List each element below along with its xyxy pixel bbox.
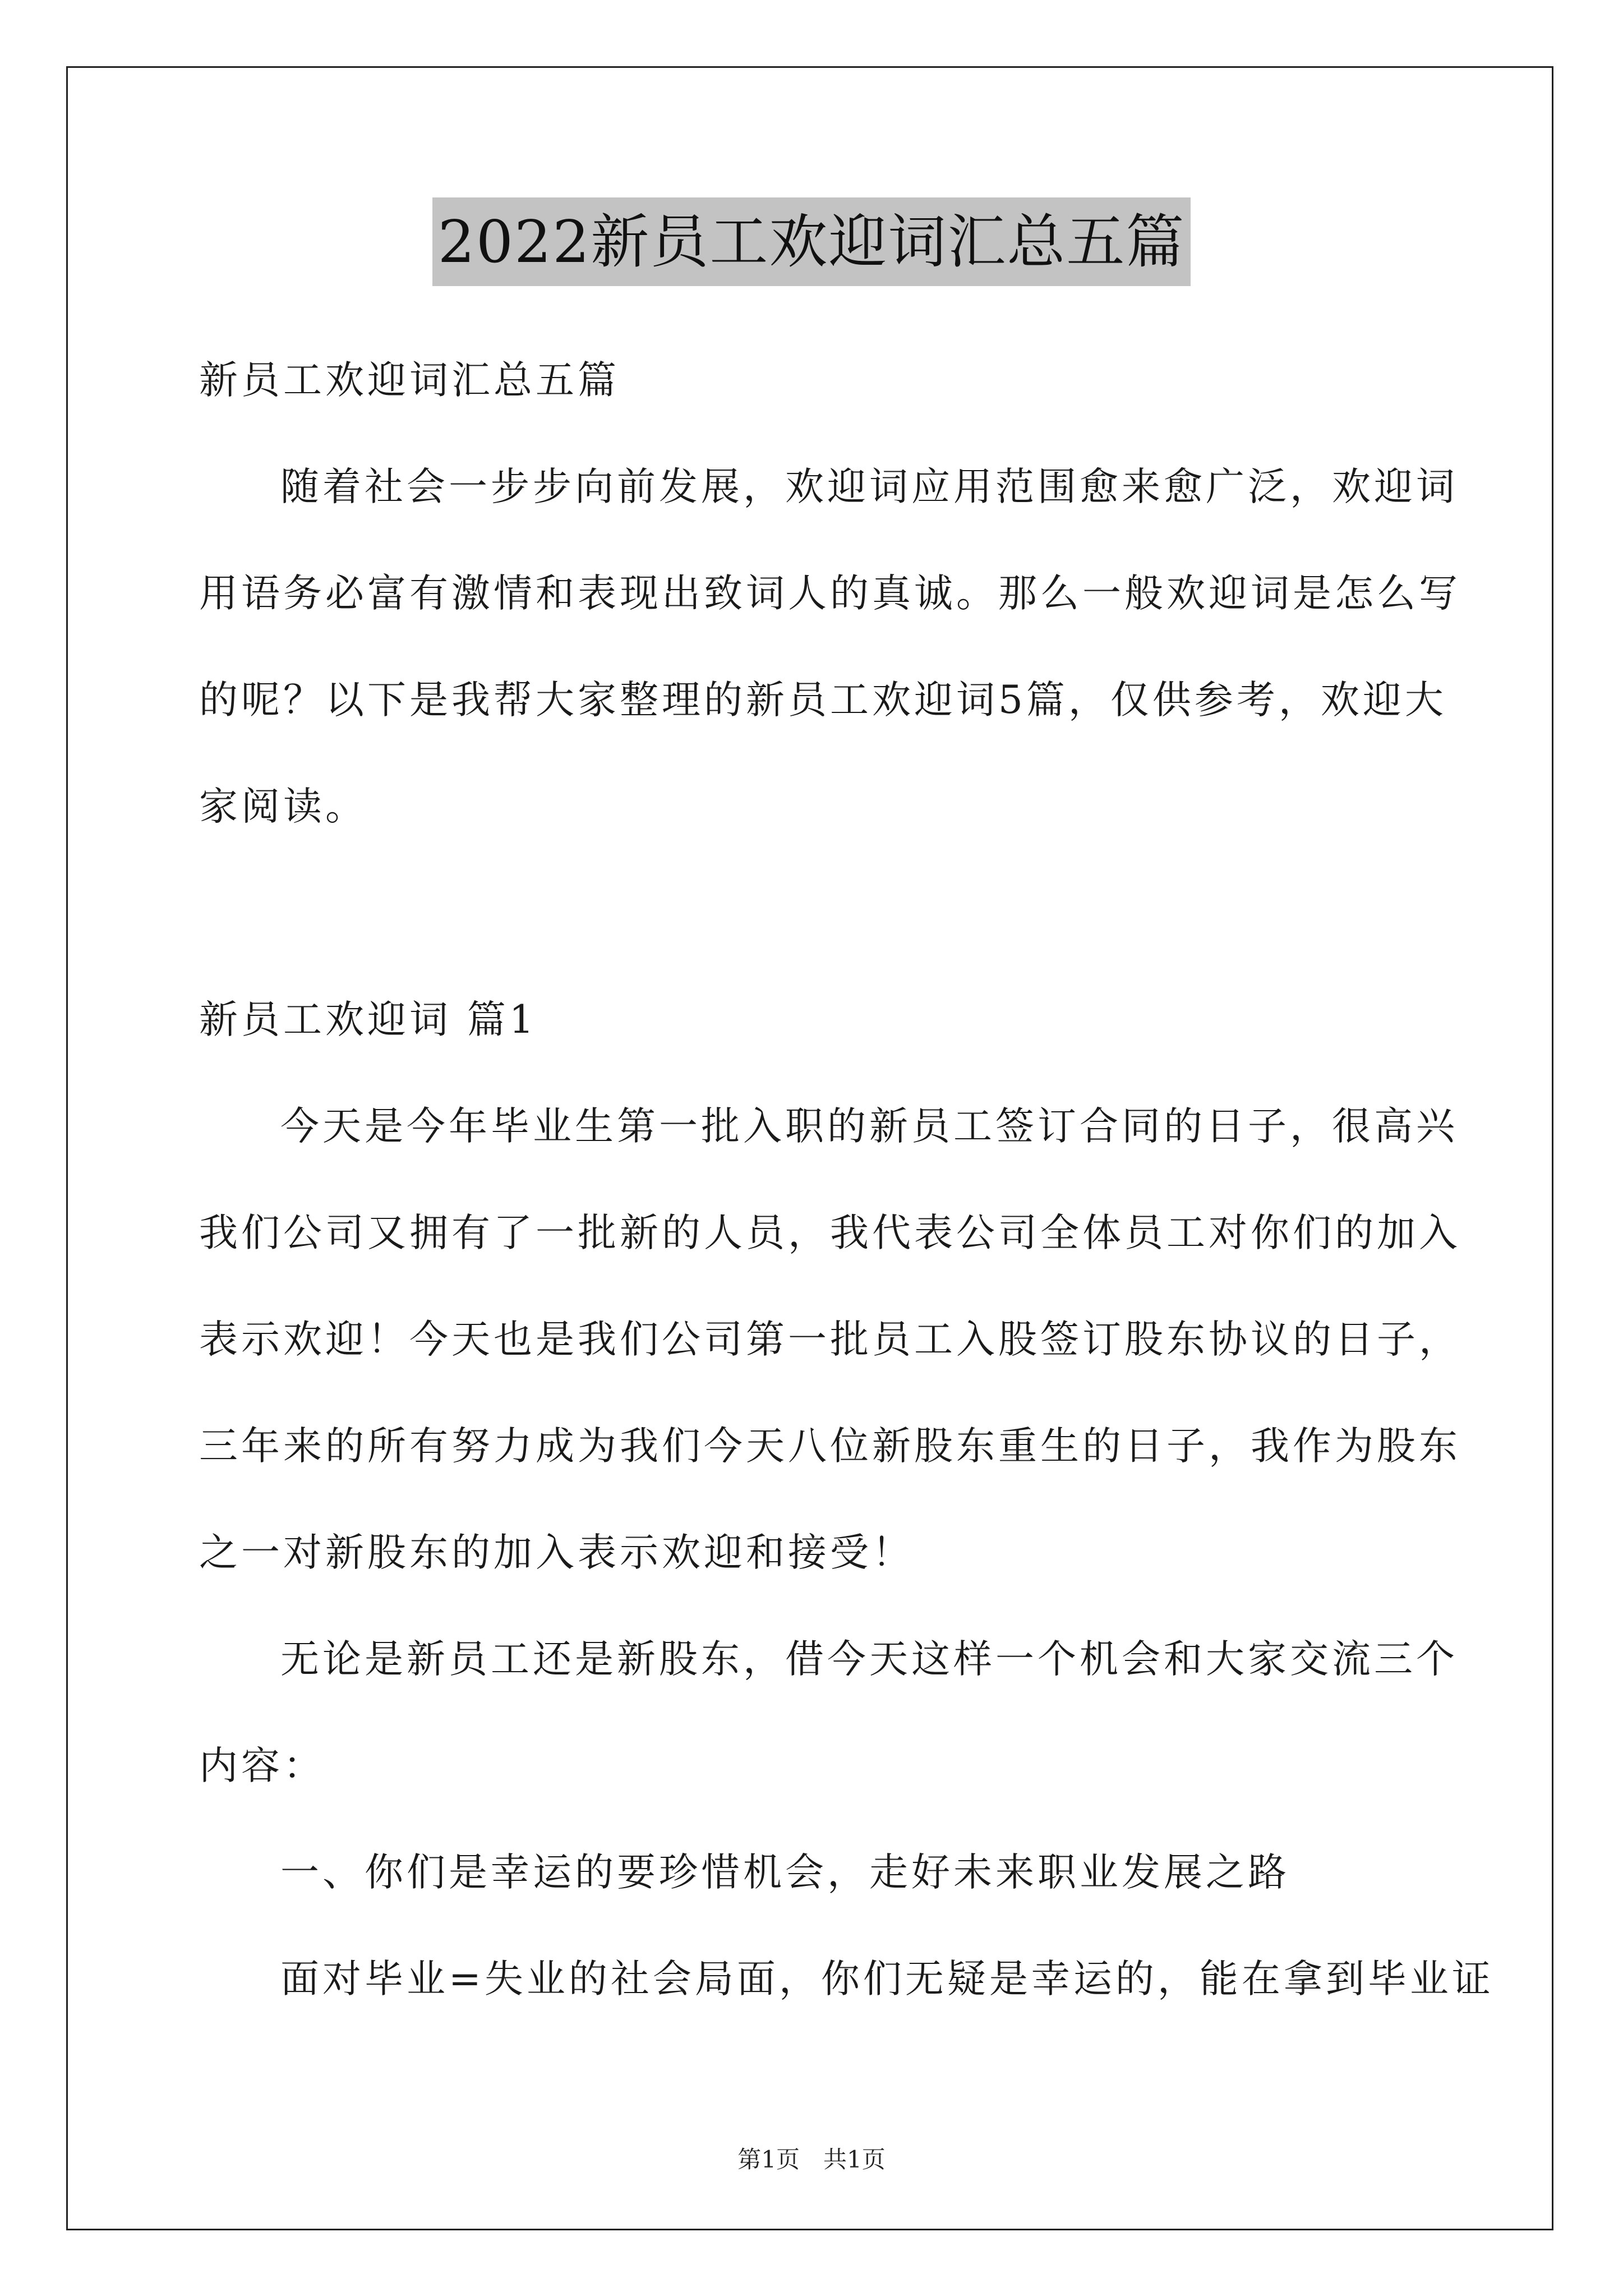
paragraph-line: 三年来的所有努力成为我们今天八位新股东重生的日子，我作为股东 bbox=[199, 1424, 1461, 1469]
paragraph-line: 内容： bbox=[199, 1743, 325, 1788]
paragraph-line: 家阅读。 bbox=[199, 784, 367, 829]
paragraph-line: 用语务必富有激情和表现出致词人的真诚。那么一般欢迎词是怎么写 bbox=[199, 571, 1461, 616]
section-heading: 新员工欢迎词 篇1 bbox=[199, 997, 537, 1042]
paragraph-line: 无论是新员工还是新股东，借今天这样一个机会和大家交流三个 bbox=[280, 1637, 1458, 1682]
paragraph-line: 的呢？以下是我帮大家整理的新员工欢迎词5篇，仅供参考，欢迎大 bbox=[199, 678, 1447, 723]
page-number-footer: 第1页 共1页 bbox=[737, 2146, 886, 2173]
title-container bbox=[0, 197, 1623, 286]
paragraph-line: 面对毕业=失业的社会局面，你们无疑是幸运的，能在拿到毕业证 bbox=[280, 1957, 1494, 2001]
paragraph-line: 今天是今年毕业生第一批入职的新员工签订合同的日子，很高兴 bbox=[280, 1104, 1458, 1149]
section-heading: 新员工欢迎词汇总五篇 bbox=[199, 358, 620, 403]
list-item-line: 一、你们是幸运的要珍惜机会，走好未来职业发展之路 bbox=[280, 1850, 1290, 1895]
paragraph-line: 随着社会一步步向前发展，欢迎词应用范围愈来愈广泛，欢迎词 bbox=[280, 464, 1458, 509]
document-title: 2022新员工欢迎词汇总五篇 bbox=[432, 197, 1191, 286]
paragraph-line: 表示欢迎！今天也是我们公司第一批员工入股签订股东协议的日子， bbox=[199, 1317, 1461, 1362]
paragraph-line: 我们公司又拥有了一批新的人员，我代表公司全体员工对你们的加入 bbox=[199, 1211, 1461, 1255]
paragraph-line: 之一对新股东的加入表示欢迎和接受！ bbox=[199, 1530, 914, 1575]
